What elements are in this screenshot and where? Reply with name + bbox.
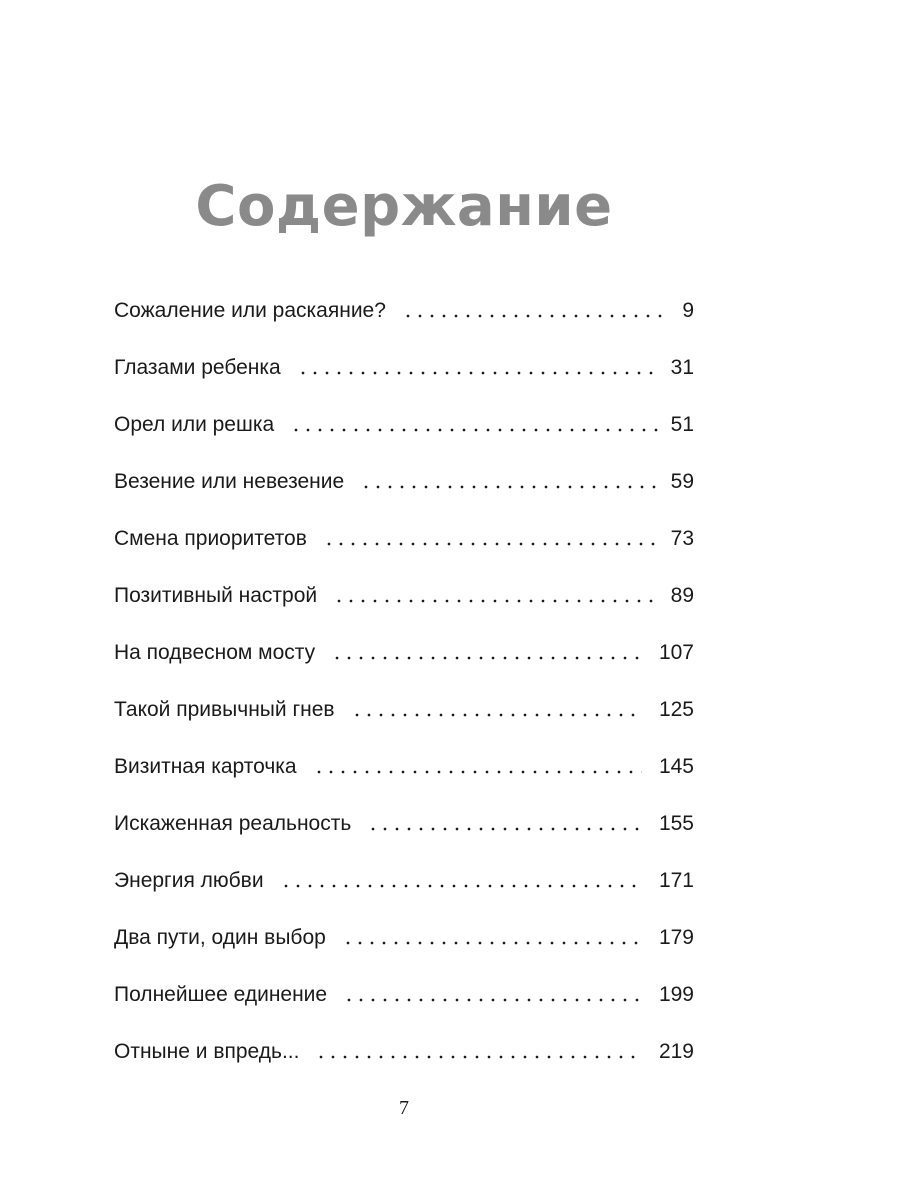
toc-entry[interactable] [114,510,694,567]
toc-entry-page: 9 [682,298,694,322]
toc-entry[interactable] [114,966,694,1023]
dot-leader [313,769,642,775]
toc-entry-page: 199 [658,982,694,1006]
toc-entry-title: Глазами ребенка [114,355,281,379]
dot-leader [351,712,642,718]
toc-entry-title: Такой привычный гнев [114,697,335,721]
dot-leader [297,370,659,376]
toc-entry[interactable] [114,624,694,681]
toc-entry-page: 59 [670,469,694,493]
toc-entry[interactable] [114,852,694,909]
dot-leader [360,484,658,490]
toc-entry-title: Отныне и впредь... [114,1039,300,1063]
toc-entry-page: 145 [658,754,694,778]
toc-entry-page: 155 [658,811,694,835]
dot-leader [343,997,642,1003]
toc-entry-page: 219 [658,1039,694,1063]
dot-leader [402,313,670,319]
dot-leader [331,655,642,661]
toc-entry[interactable] [114,339,694,396]
dot-leader [333,598,659,604]
toc-entry-title: Везение или невезение [114,469,345,493]
toc-entry[interactable] [114,738,694,795]
toc-entry-page: 31 [670,355,694,379]
toc-entry[interactable] [114,396,694,453]
table-of-contents [114,282,694,1080]
toc-entry-page: 179 [658,925,694,949]
page-number: 7 [399,1097,409,1119]
dot-leader [367,826,642,832]
toc-entry-title: На подвесном мосту [114,640,316,664]
toc-entry[interactable] [114,453,694,510]
dot-leader [315,1054,642,1060]
page-title: Содержание [195,173,613,239]
toc-entry-title: Энергия любви [114,868,264,892]
toc-entry-page: 73 [670,526,694,550]
toc-entry-page: 125 [658,697,694,721]
toc-entry[interactable] [114,282,694,339]
toc-entry-page: 107 [658,640,694,664]
dot-leader [280,883,642,889]
toc-entry-page: 89 [670,583,694,607]
toc-entry-page: 171 [658,868,694,892]
dot-leader [342,940,642,946]
toc-entry-title: Сожаление или раскаяние? [114,298,386,322]
toc-entry-title: Орел или решка [114,412,275,436]
toc-entry-title: Смена приоритетов [114,526,307,550]
toc-entry-title: Два пути, один выбор [114,925,326,949]
toc-entry[interactable] [114,909,694,966]
toc-entry[interactable] [114,1023,694,1080]
toc-entry-page: 51 [670,412,694,436]
toc-entry-title: Визитная карточка [114,754,297,778]
toc-entry[interactable] [114,567,694,624]
toc-entry-title: Позитивный настрой [114,583,318,607]
toc-entry-title: Искаженная реальность [114,811,352,835]
toc-entry-title: Полнейшее единение [114,982,328,1006]
dot-leader [323,541,659,547]
dot-leader [290,427,658,433]
toc-entry[interactable] [114,795,694,852]
toc-entry[interactable] [114,681,694,738]
